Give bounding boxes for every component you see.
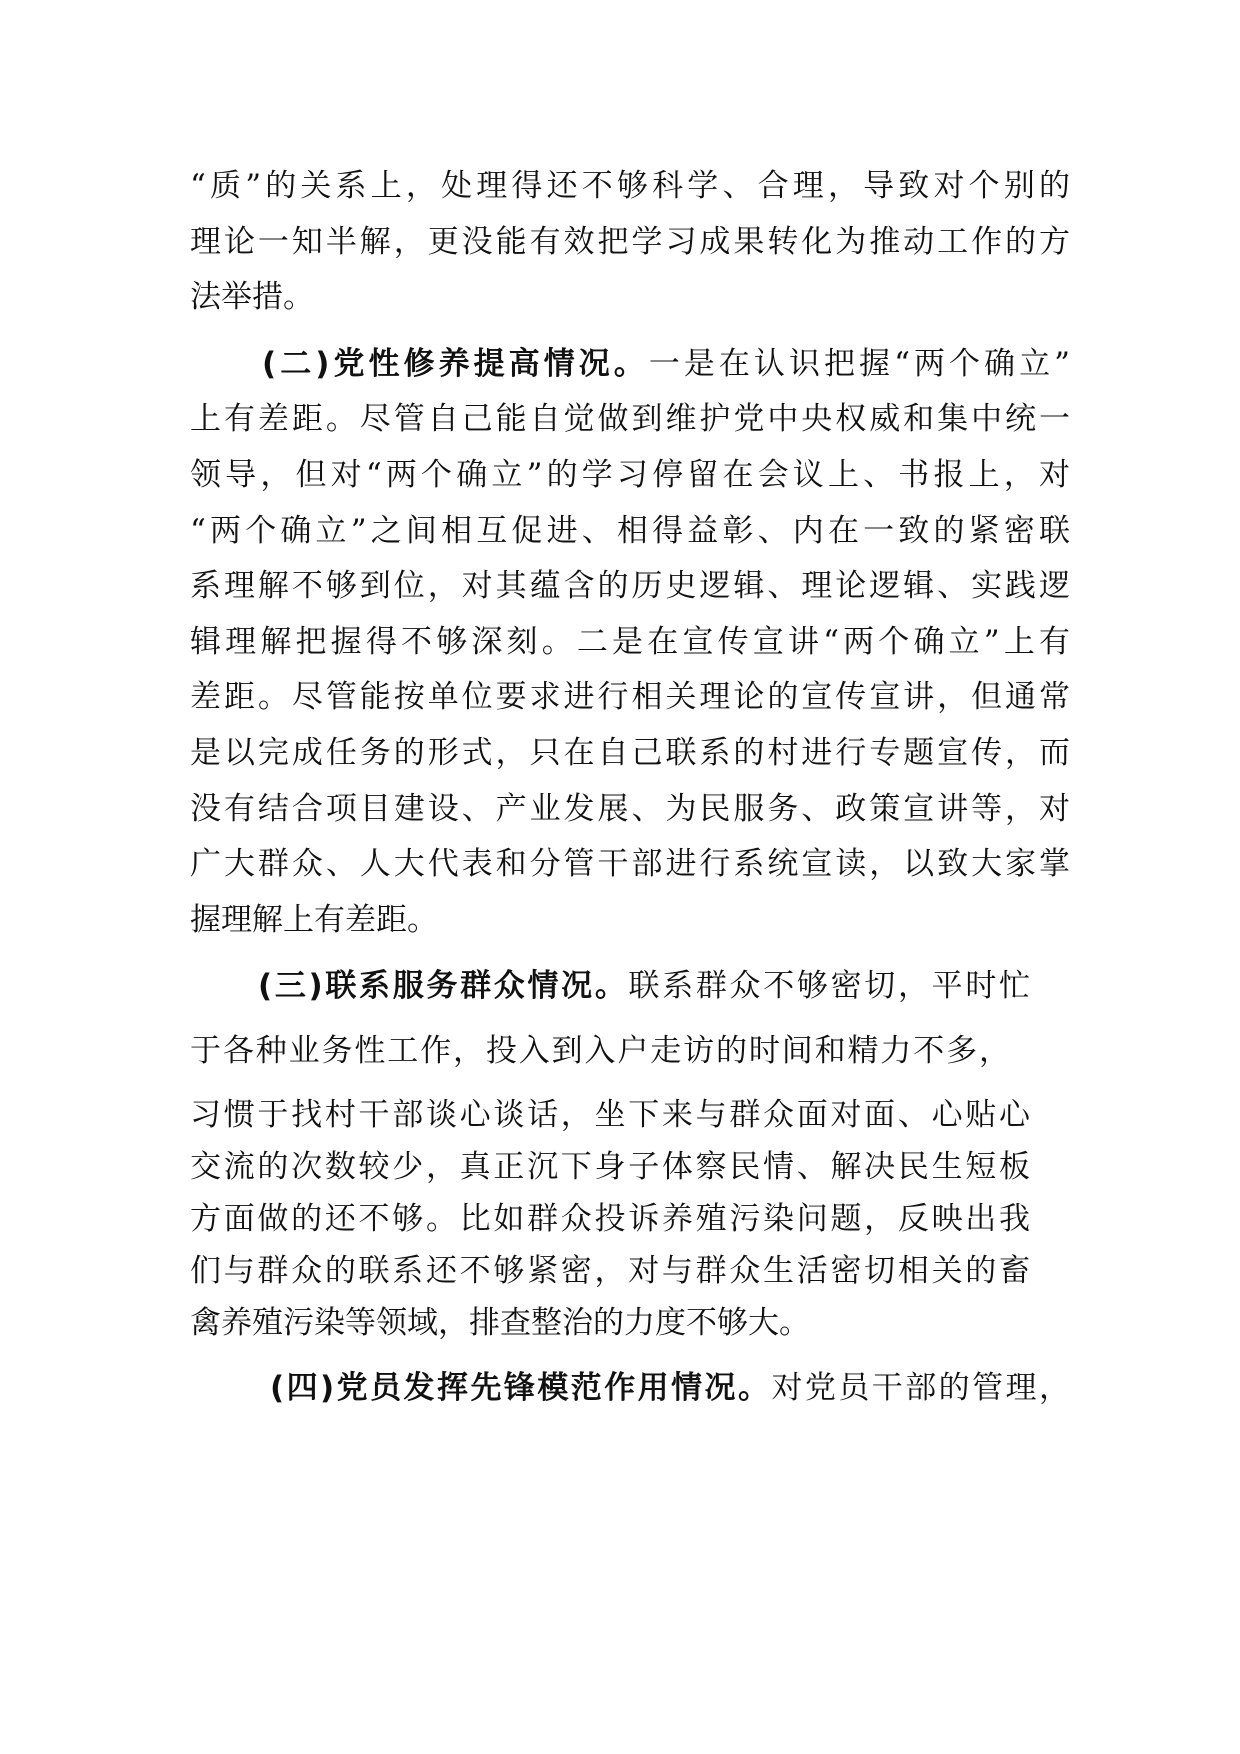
paragraph-1-line-1: “质”的关系上，处理得还不够科学、合理，导致对个别的 [190,168,1070,204]
paragraph-2-line-6: 辑理解把握得不够深刻。二是在宣传宣讲“两个确立”上有 [190,624,1070,660]
paragraph-2-line-5: 系理解不够到位，对其蕴含的历史逻辑、理论逻辑、实践逻 [190,568,1070,604]
paragraph-2-line-1 [262,344,1070,384]
paragraph-3-line-7: 禽养殖污染等领域，排查整治的力度不够大。 [190,1305,810,1341]
paragraph-1-line-2: 理论一知半解，更没能有效把学习成果转化为推动工作的方 [190,224,1070,260]
paragraph-2-line-10: 广大群众、人大代表和分管干部进行系统宣读，以致大家掌 [190,846,1070,882]
paragraph-2-line-2: 上有差距。尽管自己能自觉做到维护党中央权威和集中统一 [190,401,1070,437]
paragraph-3-line-1 [258,966,1030,1006]
paragraph-1-line-3: 法举措。 [190,279,314,315]
section-heading-3: (三)联系服务群众情况。 [258,968,629,1004]
paragraph-3-line-1-text: 联系群众不够密切，平时忙 [628,968,1031,1004]
paragraph-3-line-6: 们与群众的联系还不够紧密，对与群众生活密切相关的畜 [190,1253,1030,1289]
paragraph-2-line-11: 握理解上有差距。 [190,902,438,938]
paragraph-3-line-5: 方面做的还不够。比如群众投诉养殖污染问题，反映出我 [190,1201,1030,1237]
paragraph-2-line-3: 领导，但对“两个确立”的学习停留在会议上、书报上，对 [190,457,1070,493]
paragraph-2-line-8: 是以完成任务的形式，只在自己联系的村进行专题宣传，而 [190,735,1070,771]
paragraph-2-line-9: 没有结合项目建设、产业发展、为民服务、政策宣讲等，对 [190,791,1070,827]
paragraph-4-line-1 [270,1368,1070,1408]
paragraph-3-line-2: 于各种业务性工作，投入到入户走访的时间和精力不多， [190,1033,1010,1069]
section-heading-2: (二)党性修养提高情况。 [262,346,649,382]
paragraph-2-line-4: “两个确立”之间相互促进、相得益彰、内在一致的紧密联 [190,513,1070,549]
paragraph-2-line-1-text: 一是在认识把握“两个确立” [648,346,1070,382]
paragraph-3-line-4: 交流的次数较少，真正沉下身子体察民情、解决民生短板 [190,1149,1030,1185]
paragraph-2-line-7: 差距。尽管能按单位要求进行相关理论的宣传宣讲，但通常 [190,679,1070,715]
section-heading-4: (四)党员发挥先锋模范作用情况。 [270,1370,772,1406]
paragraph-4-line-1-text: 对党员干部的管理， [771,1370,1071,1406]
paragraph-3-line-3: 习惯于找村干部谈心谈话，坐下来与群众面对面、心贴心 [190,1097,1030,1133]
